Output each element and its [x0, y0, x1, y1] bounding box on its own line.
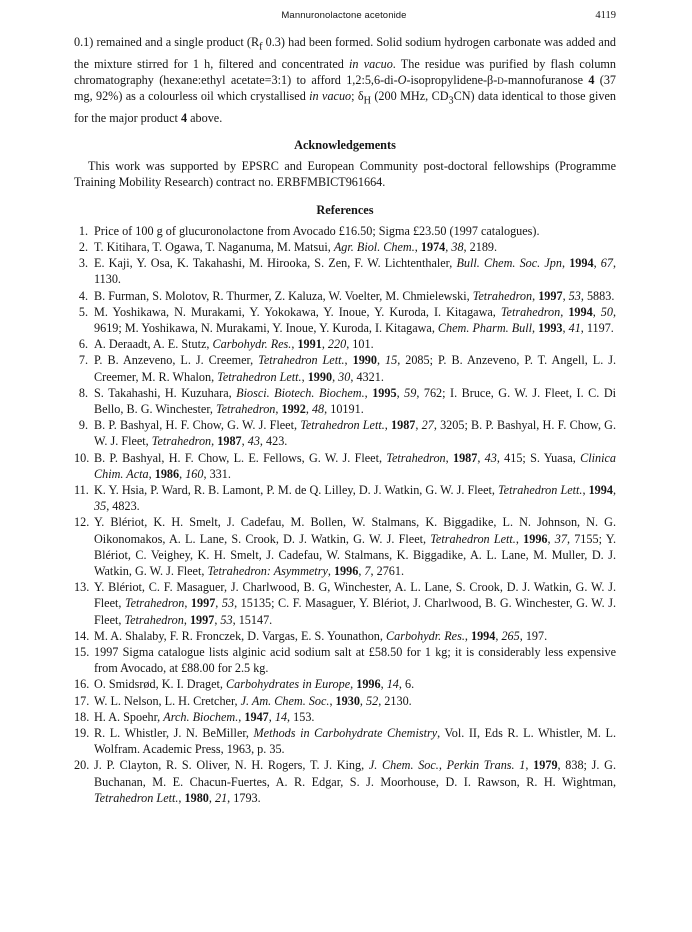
- running-title: Mannuronolactone acetonide: [281, 10, 407, 21]
- reference-number: 19.: [74, 726, 90, 740]
- reference-item: [74, 644, 616, 676]
- reference-item: [74, 514, 616, 579]
- reference-item: [74, 628, 616, 644]
- reference-number: 11.: [74, 482, 89, 497]
- reference-number: 18.: [74, 709, 90, 724]
- reference-text: B. P. Bashyal, H. F. Chow, G. W. J. Fleet, Tetrahedron Lett., 1987, 27, 3205; B. P. Bashyal, H. F. Chow, G. W. J. Fleet, Tetrahedron, 1987, 43, 423.: [94, 418, 617, 449]
- reference-item: [74, 709, 616, 725]
- acknowledgements-text: This work was supported by EPSRC and European Community post-doctoral fellowships (Programme Training Mobility Research) contract no. ERBFMBICT961664.: [74, 159, 616, 190]
- acknowledgements-heading: Acknowledgements: [294, 137, 396, 152]
- reference-number: 13.: [74, 580, 90, 595]
- reference-item: [74, 725, 616, 757]
- reference-text: 1997 Sigma catalogue lists alginic acid sodium salt at £58.50 for 1 kg; it is considerably less expensive from Avocado, at £88.00 for 2.5 kg.: [94, 644, 616, 676]
- reference-item: [74, 693, 616, 709]
- reference-item: [74, 417, 616, 449]
- reference-number: 9.: [78, 418, 88, 433]
- running-header: [72, 10, 616, 26]
- reference-text: B. P. Bashyal, H. F. Chow, L. E. Fellows, G. W. J. Fleet, Tetrahedron, 1987, 43, 415; S. Yuasa, Clinica Chim. Acta, 1986, 160, 331.: [94, 450, 617, 481]
- reference-item: [74, 255, 616, 287]
- reference-number: 16.: [74, 677, 90, 692]
- reference-number: 6.: [78, 337, 88, 352]
- reference-number: 5.: [78, 304, 88, 319]
- reference-text: Y. Blériot, C. F. Masaguer, J. Charlwood, B. G, Winchester, A. L. Lane, S. Crook, D. J. Watkin, G. W. J. Fleet, Tetrahedron, 1997, 53, 15135; C. F. Masaguer, Y. Blériot, J. Charlwood, B. G. Winchester, G. W. J. Fleet, Tetrahedron, 1997, 53, 15147.: [94, 580, 617, 627]
- reference-number: 10.: [74, 450, 90, 465]
- reference-text: S. Takahashi, H. Kuzuhara, Biosci. Biotech. Biochem., 1995, 59, 762; I. Bruce, G. W. J. Fleet, I. C. Di Bello, B. G. Winchester, Tetrahedron, 1992, 48, 10191.: [94, 385, 617, 416]
- reference-text: P. B. Anzeveno, L. J. Creemer, Tetrahedron Lett., 1990, 15, 2085; P. B. Anzeveno, P. T. Angell, L. J. Creemer, M. R. Whalon, Tetrahedron Lett., 1990, 30, 4321.: [94, 353, 617, 384]
- reference-item: [74, 385, 616, 417]
- reference-item: [74, 676, 616, 692]
- reference-text: H. A. Spoehr, Arch. Biochem., 1947, 14, 153.: [94, 709, 315, 724]
- references-heading: References: [316, 202, 374, 217]
- reference-text: W. L. Nelson, L. H. Cretcher, J. Am. Chem. Soc., 1930, 52, 2130.: [94, 693, 412, 708]
- reference-text: Price of 100 g of glucuronolactone from Avocado £16.50; Sigma £23.50 (1997 catalogues).: [94, 223, 540, 238]
- acknowledgements-section: [74, 137, 616, 191]
- reference-number: 1.: [78, 223, 88, 238]
- reference-item: [74, 223, 616, 239]
- experimental-paragraph: 0.1) remained and a single product ($R_f$ 0.3) had been formed. Solid sodium hydrogen carbonate was added and the mixture stirred for 1 h, filtered and concentrated in vacuo. The residue was purified by flash column chromatography (hexane:ethyl acetate=3:1) to afford 1,2:5,6-di-O-isopropylidene-β-d-mannofuranose 4 (37 mg, 92%) as a colourless oil which crystallised in vacuo; $\delta_H$ (200 MHz, $CD_3CN$) data identical to those given for the major product 4 above.: [74, 35, 617, 125]
- references-section: [74, 202, 616, 807]
- reference-number: 12.: [74, 515, 90, 530]
- references-list: [74, 223, 616, 806]
- page-number: 4119: [595, 10, 616, 21]
- reference-number: 7.: [78, 353, 88, 368]
- reference-text: Y. Blériot, K. H. Smelt, J. Cadefau, M. Bollen, W. Stalmans, K. Biggadike, L. N. Johnson, N. G. Oikonomakos, A. L. Lane, S. Crook, D. J. Watkin, G. W. J. Fleet, Tetrahedron Lett., 1996, 37, 7155; Y. Blériot, C. Veighey, K. H. Smelt, J. Cadefau, W. Stalmans, K. Biggadike, A. L. Lane, M. Muller, D. J. Watkin, G. W. J. Fleet, Tetrahedron: Asymmetry, 1996, 7, 2761.: [94, 515, 617, 578]
- reference-text: T. Kitihara, T. Ogawa, T. Naganuma, M. Matsui, Agr. Biol. Chem., 1974, 38, 2189.: [94, 239, 498, 254]
- reference-number: 14.: [74, 628, 90, 643]
- reference-item: [74, 304, 616, 336]
- reference-text: B. Furman, S. Molotov, R. Thurmer, Z. Kaluza, W. Voelter, M. Chmielewski, Tetrahedron, 1997, 53, 5883.: [94, 288, 615, 303]
- reference-text: A. Deraadt, A. E. Stutz, Carbohydr. Res., 1991, 220, 101.: [94, 337, 374, 352]
- reference-number: 2.: [78, 239, 88, 254]
- reference-number: 3.: [78, 256, 88, 271]
- reference-number: 15.: [74, 644, 90, 659]
- reference-item: [74, 450, 616, 482]
- reference-number: 20.: [74, 758, 90, 773]
- reference-number: 8.: [78, 385, 88, 400]
- reference-text: M. Yoshikawa, N. Murakami, Y. Yokokawa, Y. Inoue, Y. Kuroda, I. Kitagawa, Tetrahedron, 1994, 50, 9619; M. Yoshikawa, N. Murakami, Y. Inoue, Y. Kuroda, I. Kitagawa, Chem. Pharm. Bull, 1993, 41, 1197.: [94, 304, 617, 335]
- reference-item: [74, 757, 616, 806]
- reference-text: M. A. Shalaby, F. R. Fronczek, D. Vargas, E. S. Younathon, Carbohydr. Res., 1994, 265, 197.: [94, 628, 548, 643]
- reference-item: [74, 579, 616, 628]
- page-body: [74, 34, 616, 806]
- reference-text: O. Smidsrød, K. I. Draget, Carbohydrates in Europe, 1996, 14, 6.: [94, 677, 415, 692]
- reference-text: J. P. Clayton, R. S. Oliver, N. H. Rogers, T. J. King, J. Chem. Soc., Perkin Trans. 1, 1979, 838; J. G. Buchanan, M. E. Chacun-Fuertes, A. R. Edgar, S. J. Moorhouse, D. I. Rawson, R. H. Wightman, Tetrahedron Lett., 1980, 21, 1793.: [94, 758, 616, 805]
- reference-item: [74, 336, 616, 352]
- reference-text: R. L. Whistler, J. N. BeMiller, Methods in Carbohydrate Chemistry, Vol. II, Eds R. L. Whistler, M. L. Wolfram. Academic Press, 1963, p. 35.: [94, 726, 617, 757]
- reference-text: E. Kaji, Y. Osa, K. Takahashi, M. Hirooka, S. Zen, F. W. Lichtenthaler, Bull. Chem. Soc. Jpn, 1994, 67, 1130.: [94, 256, 616, 287]
- reference-text: K. Y. Hsia, P. Ward, R. B. Lamont, P. M. de Q. Lilley, D. J. Watkin, G. W. J. Fleet, Tetrahedron Lett., 1994, 35, 4823.: [94, 482, 616, 514]
- reference-number: 17.: [74, 693, 90, 708]
- reference-item: [74, 239, 616, 255]
- reference-item: [74, 288, 616, 304]
- reference-number: 4.: [78, 288, 88, 303]
- reference-item: [74, 482, 616, 514]
- reference-item: [74, 352, 616, 384]
